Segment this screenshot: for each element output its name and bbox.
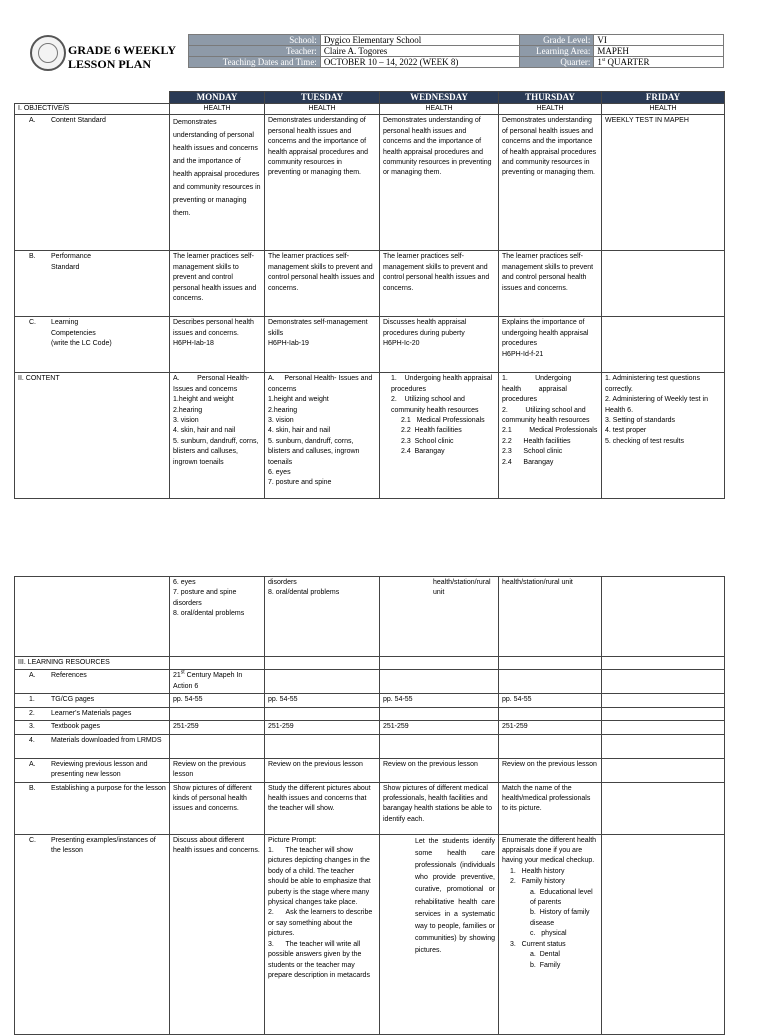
- content-wednesday: 1. Undergoing health appraisal procedures 2. Utilizing school and community health resources 2.1 Medical Professionals 2.2 Health facilities 2.3 School clinic 2.4 Barangay: [380, 373, 499, 499]
- lm-tuesday: [265, 707, 380, 720]
- content-continued-label: [15, 577, 170, 657]
- lrmds-monday: [170, 734, 265, 758]
- reviewing-tuesday: Review on the previous lesson: [265, 758, 380, 782]
- lrmds-friday: [602, 734, 725, 758]
- textbook-tuesday: 251-259: [265, 721, 380, 734]
- reviewing-wednesday: Review on the previous lesson: [380, 758, 499, 782]
- deped-seal-logo: [30, 35, 66, 71]
- row-label-content-standard: A. Content Standard: [15, 115, 170, 251]
- content-standard-tuesday: Demonstrates understanding of personal health issues and concerns and the importance of health appraisal procedures and community resources in preventing or managing them.: [265, 115, 380, 251]
- row-label-performance-standard: B. Performance Standard: [15, 251, 170, 317]
- competencies-tuesday: Demonstrates self-management skills H6PH-Iab-19: [265, 317, 380, 373]
- section-content: II. CONTENT: [15, 373, 170, 499]
- quarter-label: Quarter:: [520, 57, 594, 68]
- tg-wednesday: pp. 54-55: [380, 694, 499, 707]
- presenting-wednesday: Let the students identify some health care professionals (individuals who provide preventive, curative, promotional or rehabilitative health care services in a systematic way to people, families or communities) by showing pictures.: [380, 834, 499, 1034]
- header-info-table: [188, 34, 724, 68]
- references-thursday: [499, 670, 602, 694]
- quarter-value: 1st QUARTER: [594, 57, 724, 68]
- presenting-friday: [602, 834, 725, 1034]
- presenting-thursday: Enumerate the different health appraisals done if you are having your medical checkup. 1. Health history 2. Family history a. Educational level of parents b. History of family disease c. physical 3. Current status a. Dental b. Family: [499, 834, 602, 1034]
- performance-standard-thursday: The learner practices self-management skills to prevent and control personal health issues and concerns.: [499, 251, 602, 317]
- resources-wednesday: [380, 657, 499, 670]
- subject-wednesday: HEALTH: [380, 104, 499, 115]
- purpose-monday: Show pictures of different kinds of personal health issues and concerns.: [170, 782, 265, 834]
- textbook-thursday: 251-259: [499, 721, 602, 734]
- performance-standard-wednesday: The learner practices self-management skills to prevent and control personal health issues and concerns.: [380, 251, 499, 317]
- grade-value: VI: [594, 35, 724, 46]
- lesson-plan-table-page-2: [14, 576, 725, 1035]
- content-standard-monday: Demonstrates understanding of personal health issues and concerns and the importance of health appraisal procedures and community resources in preventing or managing them.: [170, 115, 265, 251]
- lm-wednesday: [380, 707, 499, 720]
- resources-friday: [602, 657, 725, 670]
- subject-thursday: HEALTH: [499, 104, 602, 115]
- title-line-2: LESSON PLAN: [68, 57, 152, 71]
- subject-monday: HEALTH: [170, 104, 265, 115]
- day-header-friday: FRIDAY: [602, 92, 725, 104]
- area-label: Learning Area:: [520, 46, 594, 57]
- lm-monday: [170, 707, 265, 720]
- content-tuesday: A. Personal Health- Issues and concerns 1.height and weight 2.hearing 3. vision 4. skin, hair and nail 5. sunburn, dandruff, corns, blisters and calluses, ingrown toenails 6. eyes 7. posture and spine: [265, 373, 380, 499]
- content-continued-friday: [602, 577, 725, 657]
- subject-friday: HEALTH: [602, 104, 725, 115]
- tg-monday: pp. 54-55: [170, 694, 265, 707]
- competencies-thursday: Explains the importance of undergoing health appraisal procedures H6PH-Id-f-21: [499, 317, 602, 373]
- content-friday: 1. Administering test questions correctly. 2. Administering of Weekly test in Health 6. 3. Setting of standards 4. test proper 5. checking of test results: [602, 373, 725, 499]
- teacher-label: Teacher:: [189, 46, 321, 57]
- grade-label: Grade Level:: [520, 35, 594, 46]
- tg-thursday: pp. 54-55: [499, 694, 602, 707]
- content-standard-wednesday: Demonstrates understanding of personal health issues and concerns and the importance of health appraisal procedures and community resources in preventing or managing them.: [380, 115, 499, 251]
- reviewing-thursday: Review on the previous lesson: [499, 758, 602, 782]
- teacher-value: Claire A. Togores: [320, 46, 520, 57]
- purpose-thursday: Match the name of the health/medical professionals to its picture.: [499, 782, 602, 834]
- references-tuesday: [265, 670, 380, 694]
- area-value: MAPEH: [594, 46, 724, 57]
- row-label-competencies: C. Learning Competencies (write the LC Code): [15, 317, 170, 373]
- performance-standard-friday: [602, 251, 725, 317]
- subject-tuesday: HEALTH: [265, 104, 380, 115]
- lesson-plan-table-page-1: [14, 91, 725, 499]
- lrmds-tuesday: [265, 734, 380, 758]
- content-continued-tuesday: disorders 8. oral/dental problems: [265, 577, 380, 657]
- competencies-friday: [602, 317, 725, 373]
- lrmds-wednesday: [380, 734, 499, 758]
- dates-label: Teaching Dates and Time:: [189, 57, 321, 68]
- day-header-wednesday: WEDNESDAY: [380, 92, 499, 104]
- dates-value: OCTOBER 10 – 14, 2022 (WEEK 8): [320, 57, 520, 68]
- content-thursday: 1. Undergoing health appraisal procedures 2. Utilizing school and community health resources 2.1 Medical Professionals 2.2 Health facilities 2.3 School clinic 2.4 Barangay: [499, 373, 602, 499]
- row-label-references: A. References: [15, 670, 170, 694]
- lrmds-thursday: [499, 734, 602, 758]
- lm-thursday: [499, 707, 602, 720]
- section-objectives: I. OBJECTIVE/S: [15, 104, 170, 115]
- reviewing-monday: Review on the previous lesson: [170, 758, 265, 782]
- presenting-monday: Discuss about different health issues and concerns.: [170, 834, 265, 1034]
- row-label-textbook: 3. Textbook pages: [15, 721, 170, 734]
- references-monday: 21st Century Mapeh In Action 6: [170, 670, 265, 694]
- content-continued-wednesday: health/station/rural unit: [380, 577, 499, 657]
- references-friday: [602, 670, 725, 694]
- reviewing-friday: [602, 758, 725, 782]
- content-standard-friday: WEEKLY TEST IN MAPEH: [602, 115, 725, 251]
- purpose-friday: [602, 782, 725, 834]
- resources-thursday: [499, 657, 602, 670]
- row-label-presenting: C. Presenting examples/instances of the lesson: [15, 834, 170, 1034]
- purpose-tuesday: Study the different pictures about health issues and concerns that the teacher will show.: [265, 782, 380, 834]
- textbook-wednesday: 251-259: [380, 721, 499, 734]
- tg-friday: [602, 694, 725, 707]
- row-label-lrmds: 4. Materials downloaded from LRMDS: [15, 734, 170, 758]
- competencies-monday: Describes personal health issues and concerns. H6PH-Iab-18: [170, 317, 265, 373]
- content-continued-monday: 6. eyes 7. posture and spine disorders 8. oral/dental problems: [170, 577, 265, 657]
- section-resources: III. LEARNING RESOURCES: [15, 657, 170, 670]
- performance-standard-monday: The learner practices self-management skills to prevent and control personal health issues and concerns.: [170, 251, 265, 317]
- title-line-1: GRADE 6 WEEKLY: [68, 43, 177, 57]
- content-standard-thursday: Demonstrates understanding of personal health issues and concerns and the importance of health appraisal procedures and community resources in preventing or managing them.: [499, 115, 602, 251]
- day-header-monday: MONDAY: [170, 92, 265, 104]
- content-continued-thursday: health/station/rural unit: [499, 577, 602, 657]
- textbook-friday: [602, 721, 725, 734]
- performance-standard-tuesday: The learner practices self-management skills to prevent and control personal health issues and concerns.: [265, 251, 380, 317]
- row-label-tg: 1. TG/CG pages: [15, 694, 170, 707]
- textbook-monday: 251-259: [170, 721, 265, 734]
- content-monday: A. Personal Health- Issues and concerns 1.height and weight 2.hearing 3. vision 4. skin, hair and nail 5. sunburn, dandruff, corns, blisters and calluses, ingrown toenails: [170, 373, 265, 499]
- purpose-wednesday: Show pictures of different medical professionals, health facilities and barangay health stations be able to identify each.: [380, 782, 499, 834]
- row-label-purpose: B. Establishing a purpose for the lesson: [15, 782, 170, 834]
- presenting-tuesday: Picture Prompt: 1. The teacher will show pictures depicting changes in the body of a child. The teacher should be able to emphasize that puberty is the stage where many physical changes take place. 2. Ask the learners to describe or say something about the pictures. 3. The teacher will write all possible answers given by the students or the teacher may prepare description in metacards: [265, 834, 380, 1034]
- day-header-tuesday: TUESDAY: [265, 92, 380, 104]
- row-label-lm: 2. Learner's Materials pages: [15, 707, 170, 720]
- references-wednesday: [380, 670, 499, 694]
- corner-blank: [15, 92, 170, 104]
- school-label: School:: [189, 35, 321, 46]
- resources-monday: [170, 657, 265, 670]
- competencies-wednesday: Discusses health appraisal procedures during puberty H6PH-Ic-20: [380, 317, 499, 373]
- school-value: Dygico Elementary School: [320, 35, 520, 46]
- day-header-thursday: THURSDAY: [499, 92, 602, 104]
- resources-tuesday: [265, 657, 380, 670]
- row-label-reviewing: A. Reviewing previous lesson and presenting new lesson: [15, 758, 170, 782]
- lm-friday: [602, 707, 725, 720]
- plan-title: [68, 43, 178, 71]
- tg-tuesday: pp. 54-55: [265, 694, 380, 707]
